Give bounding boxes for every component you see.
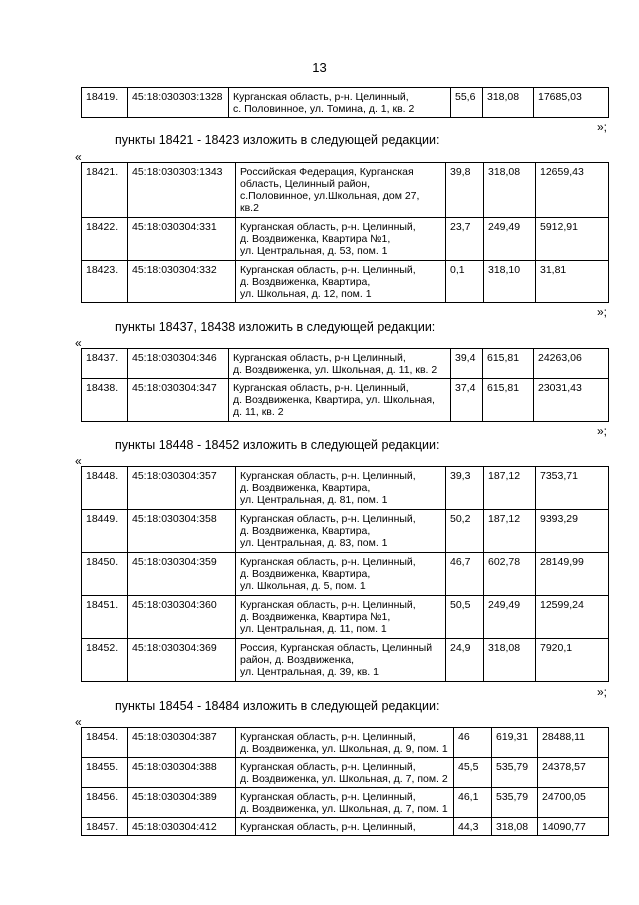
rate: 318,08	[484, 639, 536, 682]
cadastral-number: 45:18:030304:388	[128, 758, 236, 788]
row-number: 18456.	[82, 788, 128, 818]
row-number: 18457.	[82, 818, 128, 836]
row-number: 18422.	[82, 218, 128, 261]
address: Россия, Курганская область, Целинный район, д. Воздвиженка, ул. Центральная, д. 39, кв. 1	[236, 639, 446, 682]
open-quote: «	[75, 715, 82, 729]
area: 37,4	[451, 379, 483, 422]
area: 50,5	[446, 596, 484, 639]
address: Курганская область, р-н. Целинный, д. Воздвиженка, Квартира, ул. Центральная, д. 81, пом. 1	[236, 467, 446, 510]
table-row	[82, 261, 609, 303]
section-heading: пункты 18448 - 18452 изложить в следующей редакции:	[115, 438, 440, 452]
area: 45,5	[454, 758, 492, 788]
cadastral-number: 45:18:030304:389	[128, 788, 236, 818]
area: 55,6	[451, 88, 483, 118]
total: 9393,29	[536, 510, 609, 553]
registry-table-continued	[81, 87, 609, 118]
row-number: 18419.	[82, 88, 128, 118]
row-number: 18437.	[82, 349, 128, 379]
address: Курганская область, р-н. Целинный, д. Воздвиженка, ул. Школьная, д. 7, пом. 1	[236, 788, 454, 818]
table-row	[82, 467, 609, 510]
cadastral-number: 45:18:030304:347	[128, 379, 229, 422]
rate: 249,49	[484, 596, 536, 639]
table-row	[82, 163, 609, 218]
table-row	[82, 758, 609, 788]
row-number: 18423.	[82, 261, 128, 303]
section-heading: пункты 18421 - 18423 изложить в следующей редакции:	[115, 133, 440, 147]
cadastral-number: 45:18:030304:412	[128, 818, 236, 836]
open-quote: «	[75, 454, 82, 468]
cadastral-number: 45:18:030304:358	[128, 510, 236, 553]
table-row	[82, 349, 609, 379]
total: 28149,99	[536, 553, 609, 596]
cadastral-number: 45:18:030304:331	[128, 218, 236, 261]
registry-table	[81, 727, 609, 836]
address: Курганская область, р-н. Целинный, с. Половинное, ул. Томина, д. 1, кв. 2	[229, 88, 451, 118]
area: 46,7	[446, 553, 484, 596]
row-number: 18421.	[82, 163, 128, 218]
table-row	[82, 88, 609, 118]
total: 12599,24	[536, 596, 609, 639]
area: 39,3	[446, 467, 484, 510]
table-row	[82, 818, 609, 836]
row-number: 18448.	[82, 467, 128, 510]
area: 23,7	[446, 218, 484, 261]
area: 0,1	[446, 261, 484, 303]
area: 24,9	[446, 639, 484, 682]
area: 46,1	[454, 788, 492, 818]
total: 14090,77	[538, 818, 609, 836]
total: 12659,43	[536, 163, 609, 218]
address: Курганская область, р-н. Целинный, д. Воздвиженка, Квартира, ул. Школьная, д. 11, кв. 2	[229, 379, 451, 422]
rate: 187,12	[484, 467, 536, 510]
rate: 318,08	[484, 163, 536, 218]
total: 7353,71	[536, 467, 609, 510]
total: 24263,06	[534, 349, 609, 379]
address: Курганская область, р-н. Целинный, д. Воздвиженка, Квартира, ул. Центральная, д. 83, пом. 1	[236, 510, 446, 553]
address: Курганская область, р-н. Целинный, д. Воздвиженка, ул. Школьная, д. 7, пом. 2	[236, 758, 454, 788]
row-number: 18451.	[82, 596, 128, 639]
row-number: 18455.	[82, 758, 128, 788]
table-row	[82, 553, 609, 596]
rate: 187,12	[484, 510, 536, 553]
table-row	[82, 788, 609, 818]
address: Российская Федерация, Курганская область, Целинный район, с.Половинное, ул.Школьная, дом 27, кв.2	[236, 163, 446, 218]
area: 39,8	[446, 163, 484, 218]
rate: 619,31	[492, 728, 538, 758]
rate: 535,79	[492, 788, 538, 818]
rate: 615,81	[483, 379, 534, 422]
close-quote: »;	[597, 120, 608, 134]
cadastral-number: 45:18:030304:332	[128, 261, 236, 303]
close-quote: »;	[597, 305, 608, 319]
row-number: 18450.	[82, 553, 128, 596]
page-number: 13	[312, 60, 327, 75]
area: 39,4	[451, 349, 483, 379]
cadastral-number: 45:18:030304:360	[128, 596, 236, 639]
cadastral-number: 45:18:030304:346	[128, 349, 229, 379]
rate: 535,79	[492, 758, 538, 788]
table-row	[82, 510, 609, 553]
section-heading: пункты 18437, 18438 изложить в следующей редакции:	[115, 320, 436, 334]
table-row	[82, 639, 609, 682]
section-heading: пункты 18454 - 18484 изложить в следующей редакции:	[115, 699, 440, 713]
open-quote: «	[75, 336, 82, 350]
total: 24378,57	[538, 758, 609, 788]
area: 50,2	[446, 510, 484, 553]
rate: 318,08	[492, 818, 538, 836]
cadastral-number: 45:18:030304:359	[128, 553, 236, 596]
address: Курганская область, р-н. Целинный, д. Воздвиженка, Квартира №1, ул. Центральная, д. 53, пом. 1	[236, 218, 446, 261]
close-quote: »;	[597, 685, 608, 699]
table-row	[82, 596, 609, 639]
rate: 615,81	[483, 349, 534, 379]
cadastral-number: 45:18:030304:357	[128, 467, 236, 510]
table-row	[82, 218, 609, 261]
row-number: 18449.	[82, 510, 128, 553]
address: Курганская область, р-н. Целинный,	[236, 818, 454, 836]
registry-table	[81, 348, 609, 422]
row-number: 18452.	[82, 639, 128, 682]
area: 46	[454, 728, 492, 758]
address: Курганская область, р-н. Целинный, д. Воздвиженка, Квартира, ул. Школьная, д. 5, пом. 1	[236, 553, 446, 596]
total: 23031,43	[534, 379, 609, 422]
rate: 318,10	[484, 261, 536, 303]
area: 44,3	[454, 818, 492, 836]
cadastral-number: 45:18:030304:369	[128, 639, 236, 682]
registry-table	[81, 162, 609, 303]
total: 5912,91	[536, 218, 609, 261]
address: Курганская область, р-н. Целинный, д. Воздвиженка, ул. Школьная, д. 9, пом. 1	[236, 728, 454, 758]
address: Курганская область, р-н Целинный, д. Воздвиженка, ул. Школьная, д. 11, кв. 2	[229, 349, 451, 379]
cadastral-number: 45:18:030303:1343	[128, 163, 236, 218]
total: 24700,05	[538, 788, 609, 818]
rate: 318,08	[483, 88, 534, 118]
total: 7920,1	[536, 639, 609, 682]
total: 28488,11	[538, 728, 609, 758]
registry-table	[81, 466, 609, 682]
cadastral-number: 45:18:030304:387	[128, 728, 236, 758]
address: Курганская область, р-н. Целинный, д. Воздвиженка, Квартира №1, ул. Центральная, д. 11, пом. 1	[236, 596, 446, 639]
open-quote: «	[75, 150, 82, 164]
total: 31,81	[536, 261, 609, 303]
rate: 249,49	[484, 218, 536, 261]
table-row	[82, 728, 609, 758]
close-quote: »;	[597, 424, 608, 438]
rate: 602,78	[484, 553, 536, 596]
row-number: 18438.	[82, 379, 128, 422]
total: 17685,03	[534, 88, 609, 118]
cadastral-number: 45:18:030303:1328	[128, 88, 229, 118]
table-row	[82, 379, 609, 422]
row-number: 18454.	[82, 728, 128, 758]
address: Курганская область, р-н. Целинный, д. Воздвиженка, Квартира, ул. Школьная, д. 12, пом. 1	[236, 261, 446, 303]
